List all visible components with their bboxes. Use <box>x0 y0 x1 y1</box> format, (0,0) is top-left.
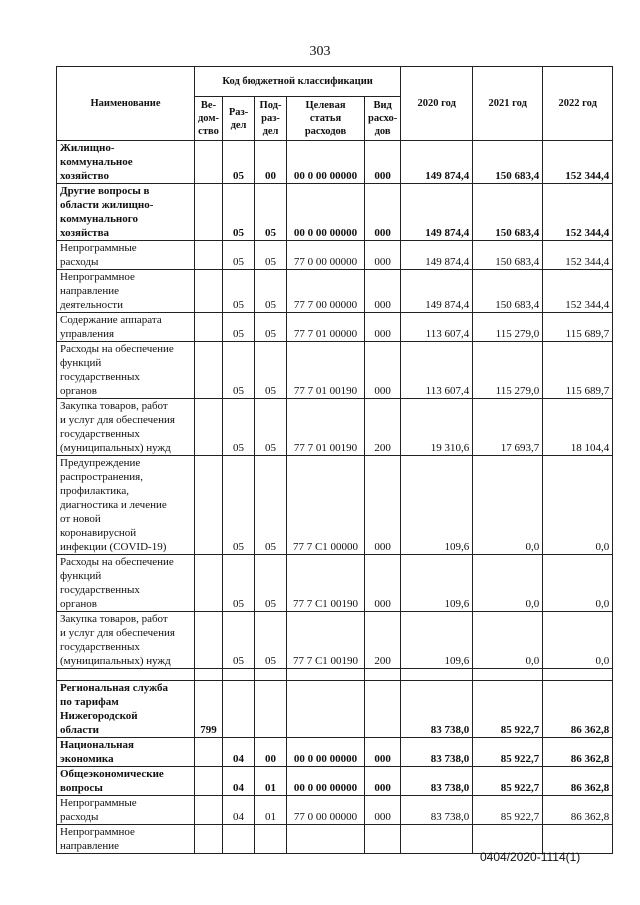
target-article-cell: 00 0 00 00000 <box>287 767 365 796</box>
ved-cell <box>195 241 223 270</box>
target-article-cell: 77 7 01 00190 <box>287 399 365 456</box>
podrazdel-cell: 01 <box>255 796 287 825</box>
razdel-cell: 04 <box>223 796 255 825</box>
podrazdel-cell: 05 <box>255 313 287 342</box>
row-name-cell: Национальная экономика <box>57 738 195 767</box>
podrazdel-cell: 05 <box>255 184 287 241</box>
ved-cell <box>195 738 223 767</box>
ved-cell <box>195 456 223 555</box>
table-row <box>57 184 613 241</box>
target-article-cell: 77 0 00 00000 <box>287 241 365 270</box>
razdel-cell <box>223 669 255 681</box>
podrazdel-cell <box>255 681 287 738</box>
row-name-cell: Расходы на обеспечение функций государственных органов <box>57 555 195 612</box>
value-2021-cell: 85 922,7 <box>473 681 543 738</box>
expense-type-cell: 000 <box>365 456 401 555</box>
row-name-cell <box>57 669 195 681</box>
podrazdel-cell <box>255 825 287 854</box>
value-2022-cell: 86 362,8 <box>543 738 613 767</box>
target-article-cell: 00 0 00 00000 <box>287 738 365 767</box>
value-2022-cell: 86 362,8 <box>543 796 613 825</box>
target-article-cell: 77 7 C1 00190 <box>287 555 365 612</box>
value-2022-cell: 86 362,8 <box>543 681 613 738</box>
value-2020-cell: 19 310,6 <box>401 399 473 456</box>
expense-type-cell: 000 <box>365 555 401 612</box>
razdel-cell: 05 <box>223 313 255 342</box>
value-2021-cell: 0,0 <box>473 612 543 669</box>
header-vedomstvo: Ве- дом- ство <box>195 97 223 141</box>
value-2022-cell: 152 344,4 <box>543 270 613 313</box>
podrazdel-cell: 05 <box>255 342 287 399</box>
page-number: 303 <box>309 44 331 59</box>
ved-cell <box>195 184 223 241</box>
expense-type-cell: 000 <box>365 241 401 270</box>
row-name-cell: Закупка товаров, работ и услуг для обеспечения государственных (муниципальных) нужд <box>57 399 195 456</box>
value-2022-cell: 86 362,8 <box>543 767 613 796</box>
row-name-cell: Непрограммное направление <box>57 825 195 854</box>
value-2021-cell: 85 922,7 <box>473 796 543 825</box>
header-target-article: Целевая статья расходов <box>287 97 365 141</box>
header-code-group: Код бюджетной классификации <box>195 67 401 97</box>
value-2022-cell <box>543 669 613 681</box>
row-name-cell: Расходы на обеспечение функций государственных органов <box>57 342 195 399</box>
expense-type-cell: 000 <box>365 738 401 767</box>
target-article-cell: 00 0 00 00000 <box>287 184 365 241</box>
ved-cell <box>195 313 223 342</box>
podrazdel-cell: 05 <box>255 241 287 270</box>
table-row <box>57 399 613 456</box>
value-2020-cell: 149 874,4 <box>401 270 473 313</box>
value-2022-cell: 115 689,7 <box>543 342 613 399</box>
target-article-cell <box>287 681 365 738</box>
target-article-cell <box>287 669 365 681</box>
row-name-cell: Региональная служба по тарифам Нижегородской области <box>57 681 195 738</box>
value-2020-cell: 149 874,4 <box>401 184 473 241</box>
table-row <box>57 141 613 184</box>
podrazdel-cell: 05 <box>255 612 287 669</box>
target-article-cell: 77 7 C1 00190 <box>287 612 365 669</box>
table-row <box>57 681 613 738</box>
header-razdel: Раз- дел <box>223 97 255 141</box>
header-2020: 2020 год <box>401 67 473 141</box>
row-name-cell: Непрограммные расходы <box>57 796 195 825</box>
razdel-cell: 05 <box>223 241 255 270</box>
table-body <box>57 141 613 854</box>
expense-type-cell: 000 <box>365 342 401 399</box>
value-2020-cell: 83 738,0 <box>401 796 473 825</box>
podrazdel-cell: 05 <box>255 399 287 456</box>
ved-cell <box>195 669 223 681</box>
value-2021-cell: 0,0 <box>473 456 543 555</box>
ved-cell <box>195 399 223 456</box>
target-article-cell: 00 0 00 00000 <box>287 141 365 184</box>
table-row <box>57 241 613 270</box>
podrazdel-cell: 05 <box>255 456 287 555</box>
razdel-cell: 05 <box>223 555 255 612</box>
value-2021-cell: 85 922,7 <box>473 738 543 767</box>
value-2021-cell: 0,0 <box>473 555 543 612</box>
ved-cell <box>195 612 223 669</box>
value-2020-cell: 113 607,4 <box>401 342 473 399</box>
value-2022-cell: 152 344,4 <box>543 141 613 184</box>
row-name-cell: Другие вопросы в области жилищно- коммунального хозяйства <box>57 184 195 241</box>
header-2021: 2021 год <box>473 67 543 141</box>
value-2020-cell: 83 738,0 <box>401 681 473 738</box>
table-row <box>57 669 613 681</box>
ved-cell <box>195 825 223 854</box>
table-row <box>57 270 613 313</box>
ved-cell <box>195 342 223 399</box>
row-name-cell: Предупреждение распространения, профилактика, диагностика и лечение от новой коронавирусной инфекции (COVID-19) <box>57 456 195 555</box>
razdel-cell: 05 <box>223 612 255 669</box>
ved-cell <box>195 270 223 313</box>
document-code: 0404/2020-1114(1) <box>480 850 581 864</box>
header-expense-type: Вид расхо- дов <box>365 97 401 141</box>
podrazdel-cell: 00 <box>255 738 287 767</box>
value-2021-cell: 115 279,0 <box>473 313 543 342</box>
ved-cell <box>195 555 223 612</box>
table-row <box>57 456 613 555</box>
value-2021-cell: 150 683,4 <box>473 270 543 313</box>
value-2021-cell: 85 922,7 <box>473 767 543 796</box>
podrazdel-cell: 05 <box>255 555 287 612</box>
expense-type-cell: 000 <box>365 141 401 184</box>
expense-type-cell: 000 <box>365 184 401 241</box>
row-name-cell: Общеэкономические вопросы <box>57 767 195 796</box>
table-row <box>57 767 613 796</box>
target-article-cell: 77 7 01 00000 <box>287 313 365 342</box>
value-2020-cell: 149 874,4 <box>401 241 473 270</box>
value-2022-cell: 115 689,7 <box>543 313 613 342</box>
row-name-cell: Закупка товаров, работ и услуг для обеспечения государственных (муниципальных) нужд <box>57 612 195 669</box>
row-name-cell: Непрограммные расходы <box>57 241 195 270</box>
budget-table <box>56 66 613 854</box>
razdel-cell: 05 <box>223 141 255 184</box>
row-name-cell: Непрограммное направление деятельности <box>57 270 195 313</box>
value-2021-cell: 150 683,4 <box>473 241 543 270</box>
value-2022-cell: 152 344,4 <box>543 184 613 241</box>
row-name-cell: Жилищно- коммунальное хозяйство <box>57 141 195 184</box>
razdel-cell: 04 <box>223 738 255 767</box>
target-article-cell <box>287 825 365 854</box>
expense-type-cell: 000 <box>365 270 401 313</box>
value-2021-cell <box>473 669 543 681</box>
value-2020-cell <box>401 825 473 854</box>
target-article-cell: 77 7 C1 00000 <box>287 456 365 555</box>
value-2020-cell: 83 738,0 <box>401 767 473 796</box>
table-row <box>57 342 613 399</box>
value-2020-cell: 113 607,4 <box>401 313 473 342</box>
header-podrazdel: Под- раз- дел <box>255 97 287 141</box>
target-article-cell: 77 7 00 00000 <box>287 270 365 313</box>
podrazdel-cell: 01 <box>255 767 287 796</box>
value-2021-cell: 115 279,0 <box>473 342 543 399</box>
razdel-cell: 05 <box>223 456 255 555</box>
value-2021-cell: 17 693,7 <box>473 399 543 456</box>
razdel-cell <box>223 681 255 738</box>
razdel-cell: 05 <box>223 342 255 399</box>
podrazdel-cell: 05 <box>255 270 287 313</box>
razdel-cell: 05 <box>223 184 255 241</box>
table-row <box>57 612 613 669</box>
target-article-cell: 77 7 01 00190 <box>287 342 365 399</box>
expense-type-cell <box>365 669 401 681</box>
razdel-cell: 05 <box>223 270 255 313</box>
value-2020-cell: 109,6 <box>401 555 473 612</box>
target-article-cell: 77 0 00 00000 <box>287 796 365 825</box>
razdel-cell <box>223 825 255 854</box>
value-2022-cell: 0,0 <box>543 555 613 612</box>
razdel-cell: 05 <box>223 399 255 456</box>
value-2020-cell: 109,6 <box>401 612 473 669</box>
expense-type-cell: 000 <box>365 796 401 825</box>
value-2022-cell: 18 104,4 <box>543 399 613 456</box>
table-row <box>57 313 613 342</box>
value-2020-cell: 109,6 <box>401 456 473 555</box>
row-name-cell: Содержание аппарата управления <box>57 313 195 342</box>
podrazdel-cell: 00 <box>255 141 287 184</box>
table-row <box>57 738 613 767</box>
expense-type-cell: 000 <box>365 313 401 342</box>
value-2020-cell: 149 874,4 <box>401 141 473 184</box>
value-2021-cell: 150 683,4 <box>473 184 543 241</box>
value-2022-cell: 0,0 <box>543 612 613 669</box>
ved-cell <box>195 767 223 796</box>
ved-cell <box>195 796 223 825</box>
value-2020-cell: 83 738,0 <box>401 738 473 767</box>
header-name: Наименование <box>57 67 195 141</box>
expense-type-cell: 200 <box>365 612 401 669</box>
table-row <box>57 555 613 612</box>
podrazdel-cell <box>255 669 287 681</box>
expense-type-cell: 200 <box>365 399 401 456</box>
expense-type-cell <box>365 681 401 738</box>
value-2022-cell: 152 344,4 <box>543 241 613 270</box>
expense-type-cell <box>365 825 401 854</box>
value-2022-cell: 0,0 <box>543 456 613 555</box>
ved-cell <box>195 141 223 184</box>
value-2021-cell: 150 683,4 <box>473 141 543 184</box>
razdel-cell: 04 <box>223 767 255 796</box>
header-2022: 2022 год <box>543 67 613 141</box>
expense-type-cell: 000 <box>365 767 401 796</box>
value-2020-cell <box>401 669 473 681</box>
ved-cell: 799 <box>195 681 223 738</box>
table-row <box>57 796 613 825</box>
